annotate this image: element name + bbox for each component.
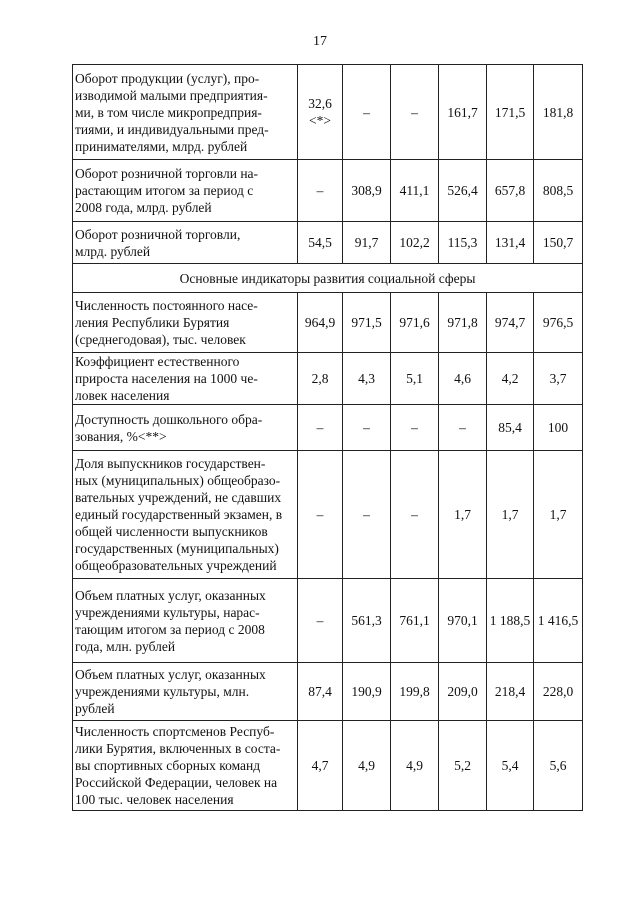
row-value: 2,8 <box>298 353 343 405</box>
row-value: 54,5 <box>298 222 343 264</box>
row-label: Численность постоянного насе- ления Республики Бурятия (среднегодовая), тыс. человек <box>73 293 298 353</box>
row-value: 228,0 <box>534 663 583 721</box>
row-value: 171,5 <box>487 65 534 160</box>
row-value: 974,7 <box>487 293 534 353</box>
row-value: 1 188,5 <box>487 579 534 663</box>
row-label: Оборот розничной торговли, млрд. рублей <box>73 222 298 264</box>
row-value: 761,1 <box>391 579 439 663</box>
row-value: 4,9 <box>391 721 439 811</box>
section-heading-row <box>73 264 583 293</box>
row-value: 161,7 <box>439 65 487 160</box>
economy-rows <box>73 65 583 264</box>
row-value: 1 416,5 <box>534 579 583 663</box>
row-value: 964,9 <box>298 293 343 353</box>
table-row <box>73 579 583 663</box>
page-number: 17 <box>313 34 327 49</box>
row-value: 5,1 <box>391 353 439 405</box>
row-value: 190,9 <box>343 663 391 721</box>
table-row <box>73 293 583 353</box>
row-value: – <box>391 451 439 579</box>
row-value: 971,5 <box>343 293 391 353</box>
row-value: 85,4 <box>487 405 534 451</box>
table-row <box>73 222 583 264</box>
row-value: 561,3 <box>343 579 391 663</box>
row-value: 87,4 <box>298 663 343 721</box>
table-row <box>73 451 583 579</box>
row-label: Объем платных услуг, оказанных учреждениями культуры, млн. рублей <box>73 663 298 721</box>
row-value: 1,7 <box>487 451 534 579</box>
row-value: 3,7 <box>534 353 583 405</box>
row-value: 976,5 <box>534 293 583 353</box>
row-value: 4,3 <box>343 353 391 405</box>
row-value: 970,1 <box>439 579 487 663</box>
row-label: Оборот продукции (услуг), про- изводимой малыми предприятия- ми, в том числе микропредприя- тиями, и индивидуальными пред- принимателями, млрд. рублей <box>73 65 298 160</box>
row-value: 181,8 <box>534 65 583 160</box>
table-row <box>73 721 583 811</box>
table-row <box>73 65 583 160</box>
table-row <box>73 405 583 451</box>
row-value: 102,2 <box>391 222 439 264</box>
row-value: – <box>343 405 391 451</box>
row-value: 4,6 <box>439 353 487 405</box>
row-value: 209,0 <box>439 663 487 721</box>
row-value: 1,7 <box>439 451 487 579</box>
row-label: Коэффициент естественного прироста населения на 1000 че- ловек населения <box>73 353 298 405</box>
section-heading: Основные индикаторы развития социальной сферы <box>73 264 583 293</box>
row-value: 150,7 <box>534 222 583 264</box>
row-value: 199,8 <box>391 663 439 721</box>
row-value: 218,4 <box>487 663 534 721</box>
row-value: 4,7 <box>298 721 343 811</box>
row-value: 4,2 <box>487 353 534 405</box>
social-rows <box>73 293 583 811</box>
indicators-table <box>72 64 583 811</box>
row-value: 971,8 <box>439 293 487 353</box>
row-value: – <box>298 405 343 451</box>
row-value: 4,9 <box>343 721 391 811</box>
row-value: – <box>298 579 343 663</box>
row-value: 411,1 <box>391 160 439 222</box>
row-value: 526,4 <box>439 160 487 222</box>
row-value: 115,3 <box>439 222 487 264</box>
row-value: 308,9 <box>343 160 391 222</box>
row-value: 131,4 <box>487 222 534 264</box>
row-value: 91,7 <box>343 222 391 264</box>
row-value: – <box>343 65 391 160</box>
table-row <box>73 160 583 222</box>
table-row <box>73 663 583 721</box>
row-value: 971,6 <box>391 293 439 353</box>
row-value: 5,6 <box>534 721 583 811</box>
row-value: – <box>298 160 343 222</box>
row-value: – <box>439 405 487 451</box>
row-value: – <box>391 65 439 160</box>
row-value: 808,5 <box>534 160 583 222</box>
row-value: – <box>298 451 343 579</box>
row-value: 1,7 <box>534 451 583 579</box>
table-row <box>73 353 583 405</box>
row-value: 100 <box>534 405 583 451</box>
row-label: Доля выпускников государствен- ных (муниципальных) общеобразо- вательных учреждений, не сдавших единый государственный экзамен, в общей численности выпускников государственных (муниципальных) общеобразовательных учреждений <box>73 451 298 579</box>
row-label: Оборот розничной торговли на- растающим итогом за период с 2008 года, млрд. рублей <box>73 160 298 222</box>
row-value: – <box>343 451 391 579</box>
row-value: 32,6 <*> <box>298 65 343 160</box>
row-value: – <box>391 405 439 451</box>
row-label: Доступность дошкольного обра- зования, %<**> <box>73 405 298 451</box>
row-label: Численность спортсменов Респуб- лики Бурятия, включенных в соста- вы спортивных сборных команд Российской Федерации, человек на 100 тыс. человек населения <box>73 721 298 811</box>
row-value: 5,2 <box>439 721 487 811</box>
row-value: 5,4 <box>487 721 534 811</box>
row-value: 657,8 <box>487 160 534 222</box>
row-label: Объем платных услуг, оказанных учреждениями культуры, нарас- тающим итогом за период с 2008 года, млн. рублей <box>73 579 298 663</box>
